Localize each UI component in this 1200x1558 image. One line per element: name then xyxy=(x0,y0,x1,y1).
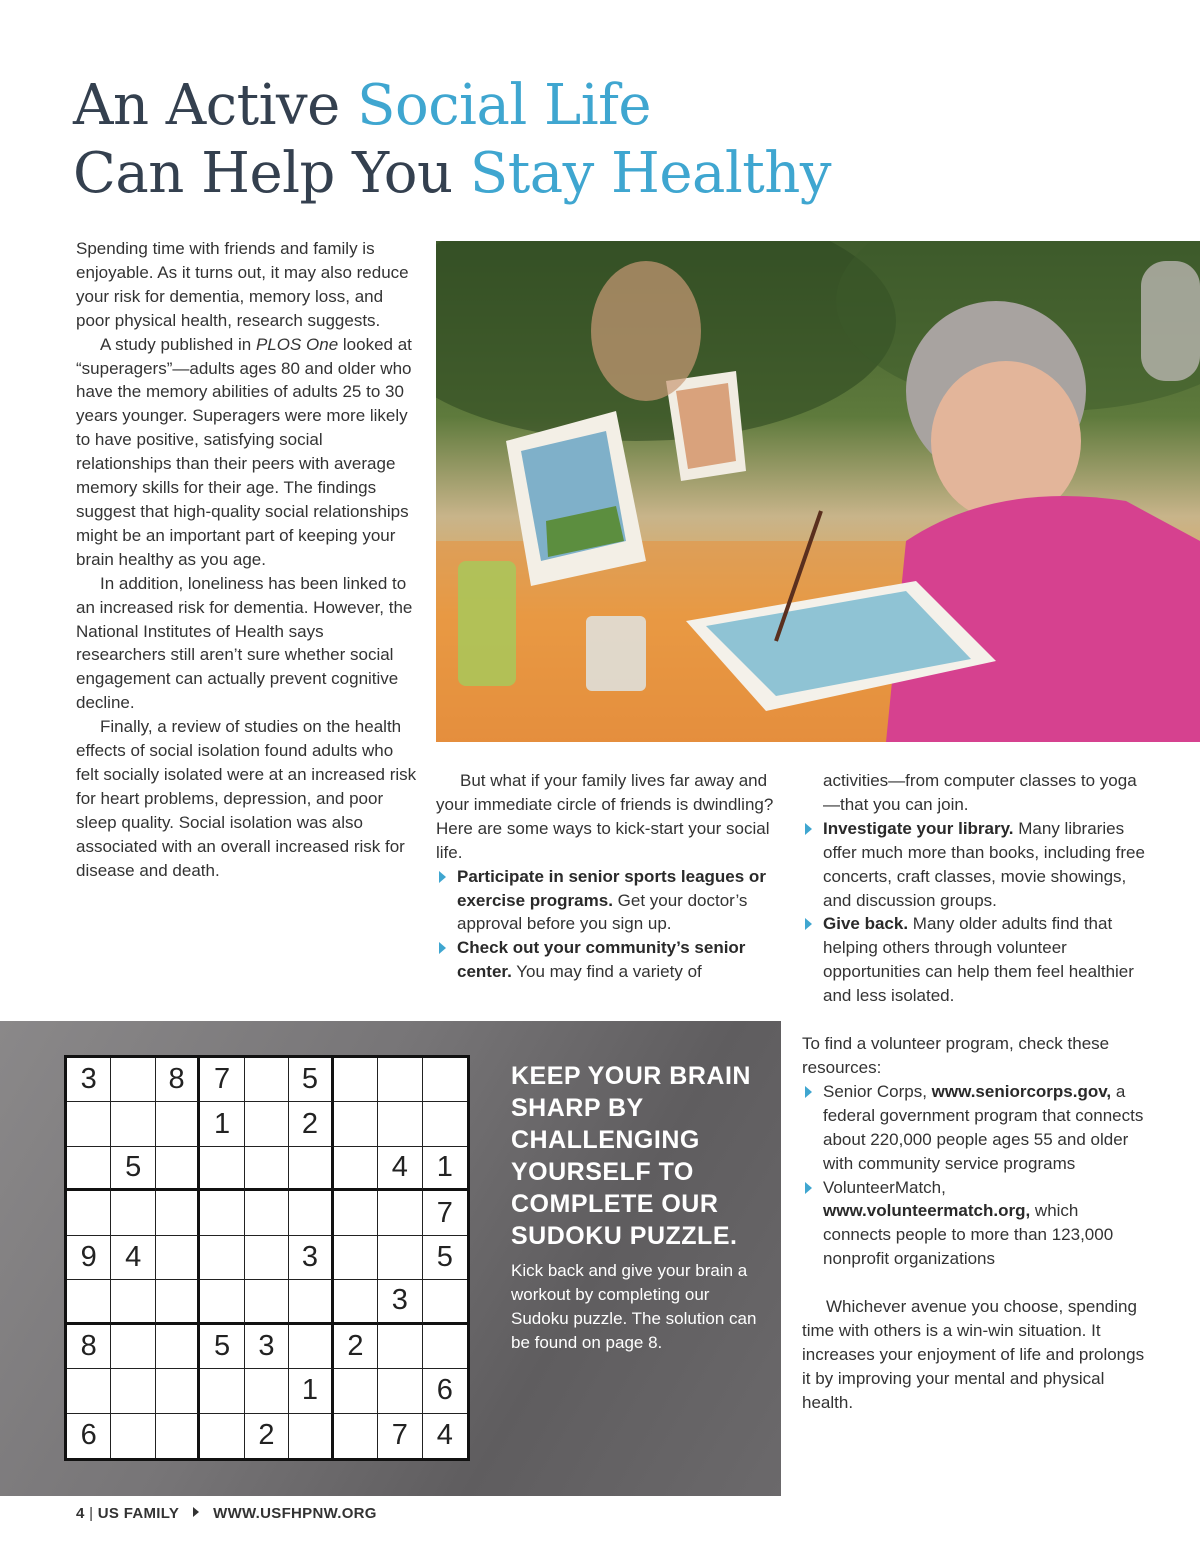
sudoku-cell[interactable] xyxy=(111,1325,155,1369)
sudoku-cell[interactable] xyxy=(111,1102,155,1146)
sudoku-cell[interactable]: 9 xyxy=(67,1236,111,1280)
sudoku-cell[interactable] xyxy=(111,1191,155,1235)
list-item: Give back. Many older adults find that helping others through volunteer opportunities can help them feel healthier and less isolated. xyxy=(802,912,1148,1008)
sudoku-cell[interactable] xyxy=(67,1191,111,1235)
sudoku-cell[interactable]: 3 xyxy=(378,1280,422,1324)
sudoku-cell[interactable] xyxy=(334,1369,378,1413)
sudoku-cell[interactable] xyxy=(111,1369,155,1413)
sudoku-cell[interactable] xyxy=(156,1102,200,1146)
sudoku-cell[interactable] xyxy=(111,1058,155,1102)
headline-highlight-1: Social Life xyxy=(357,73,652,138)
sudoku-cell[interactable]: 6 xyxy=(423,1369,467,1413)
sudoku-cell[interactable]: 4 xyxy=(378,1147,422,1191)
tips-list xyxy=(436,865,788,985)
sudoku-cell[interactable] xyxy=(334,1102,378,1146)
sudoku-cell[interactable] xyxy=(378,1236,422,1280)
sudoku-cell[interactable] xyxy=(334,1058,378,1102)
seniors-painting-photo xyxy=(436,241,1200,742)
sudoku-cell[interactable] xyxy=(423,1325,467,1369)
sudoku-cell[interactable] xyxy=(245,1280,289,1324)
sudoku-cell[interactable] xyxy=(67,1280,111,1324)
headline-line2: Can Help You Stay Healthy xyxy=(73,141,831,206)
sudoku-cell[interactable]: 4 xyxy=(111,1236,155,1280)
journal-name: PLOS One xyxy=(255,334,339,354)
sudoku-cell[interactable] xyxy=(289,1325,333,1369)
photo-illustration xyxy=(436,241,1200,742)
triangle-icon xyxy=(193,1507,199,1517)
sudoku-cell[interactable] xyxy=(156,1147,200,1191)
sudoku-cell[interactable] xyxy=(334,1280,378,1324)
paragraph: Finally, a review of studies on the health effects of social isolation found adults who felt socially isolated were at an increased risk for heart problems, depression, and poor sleep quality. Social isolation was also associated with an overall increased risk for disease and death. xyxy=(76,717,417,880)
sudoku-cell[interactable] xyxy=(67,1147,111,1191)
sudoku-cell[interactable]: 7 xyxy=(200,1058,244,1102)
sudoku-cell[interactable] xyxy=(200,1414,244,1458)
paragraph: In addition, loneliness has been linked to an increased risk for dementia. However, the National Institutes of Health says researchers still aren’t sure whether social engagement can actually prevent cognitive decline. xyxy=(76,573,413,713)
sudoku-cell[interactable] xyxy=(378,1191,422,1235)
sudoku-cell[interactable] xyxy=(156,1414,200,1458)
sudoku-cell[interactable]: 2 xyxy=(289,1102,333,1146)
sudoku-cell[interactable]: 5 xyxy=(423,1236,467,1280)
page-footer: 4 | US FAMILY WWW.USFHPNW.ORG xyxy=(76,1505,377,1522)
article-column-2 xyxy=(436,769,788,984)
sudoku-cell[interactable]: 4 xyxy=(436,1419,453,1452)
paragraph: Whichever avenue you choose, spending time with others is a win-win situation. It increases your enjoyment of life and prolongs it by improving your mental and physical health. xyxy=(802,1297,1145,1412)
sudoku-cell[interactable] xyxy=(200,1280,244,1324)
sudoku-cell[interactable]: 2 xyxy=(245,1414,289,1458)
sudoku-cell[interactable] xyxy=(289,1191,333,1235)
article-column-3 xyxy=(802,769,1148,1415)
sudoku-cell[interactable] xyxy=(423,1102,467,1146)
sudoku-cell[interactable]: 3 xyxy=(245,1325,289,1369)
list-item: VolunteerMatch, www.volunteermatch.org, which connects people to more than 123,000 nonprofit organizations xyxy=(802,1176,1148,1272)
sudoku-cell[interactable] xyxy=(289,1147,333,1191)
volunteermatch-link[interactable]: www.volunteermatch.org, xyxy=(823,1201,1031,1221)
sudoku-cell[interactable] xyxy=(334,1147,378,1191)
sudoku-cell[interactable] xyxy=(111,1414,155,1458)
sudoku-cell[interactable] xyxy=(423,1280,467,1324)
sudoku-cell[interactable]: 3 xyxy=(289,1236,333,1280)
sudoku-cell[interactable] xyxy=(200,1147,244,1191)
sudoku-cell[interactable] xyxy=(289,1280,333,1324)
sudoku-cell[interactable]: 3 xyxy=(67,1058,111,1102)
tips-list xyxy=(802,817,1148,1008)
sudoku-cell[interactable]: 8 xyxy=(156,1058,200,1102)
sudoku-cell[interactable] xyxy=(200,1369,244,1413)
sudoku-cell[interactable]: 1 xyxy=(423,1147,467,1191)
sudoku-cell[interactable] xyxy=(67,1369,111,1413)
sudoku-cell[interactable] xyxy=(378,1058,422,1102)
sudoku-cell[interactable] xyxy=(156,1236,200,1280)
article-column-1 xyxy=(76,237,418,882)
sudoku-cell[interactable]: 1 xyxy=(200,1102,244,1146)
sudoku-grid xyxy=(64,1055,470,1461)
sudoku-cell[interactable] xyxy=(245,1147,289,1191)
sudoku-cell[interactable] xyxy=(334,1236,378,1280)
sudoku-cell[interactable] xyxy=(289,1414,333,1458)
footer-url[interactable]: WWW.USFHPNW.ORG xyxy=(213,1505,377,1522)
sudoku-cell[interactable] xyxy=(67,1102,111,1146)
sudoku-cell[interactable] xyxy=(245,1102,289,1146)
sudoku-cell[interactable]: 8 xyxy=(67,1325,111,1369)
list-item: Check out your community’s senior center. You may find a variety of xyxy=(436,936,788,984)
sudoku-cell[interactable] xyxy=(156,1325,200,1369)
list-item: Participate in senior sports leagues or exercise programs. Get your doctor’s approval before you sign up. xyxy=(436,865,788,937)
sudoku-cell[interactable] xyxy=(156,1191,200,1235)
seniorcorps-link[interactable]: www.seniorcorps.gov, xyxy=(931,1081,1112,1101)
paragraph: To find a volunteer program, check these resources: xyxy=(802,1034,1110,1077)
headline xyxy=(73,72,831,208)
sudoku-cell[interactable] xyxy=(200,1191,244,1235)
sudoku-cell[interactable] xyxy=(378,1325,422,1369)
sudoku-cell[interactable] xyxy=(334,1414,378,1458)
sudoku-cell[interactable] xyxy=(111,1280,155,1324)
sudoku-cell[interactable]: 7 xyxy=(378,1414,422,1458)
sudoku-cell[interactable] xyxy=(156,1369,200,1413)
paragraph: But what if your family lives far away and your immediate circle of friends is dwindling? Here are some ways to kick-start your social life. xyxy=(436,771,774,862)
headline-line1: An Active Social Life xyxy=(73,73,652,138)
sudoku-cell[interactable] xyxy=(378,1369,422,1413)
page-number: 4 xyxy=(76,1505,85,1522)
sudoku-cell[interactable]: 7 xyxy=(423,1191,467,1235)
promo-body: Kick back and give your brain a workout by completing our Sudoku puzzle. The solution can be found on page 8. xyxy=(511,1261,757,1352)
sudoku-cell[interactable] xyxy=(200,1236,244,1280)
sudoku-cell[interactable]: 5 xyxy=(289,1058,333,1102)
sudoku-cell[interactable] xyxy=(423,1058,467,1102)
paragraph: A study published in PLOS One looked at “superagers”—adults ages 80 and older who have the memory abilities of adults 25 to 30 years younger. Superagers were more likely to have positive, satisfying social relationships than their peers with average memory skills for their age. The findings suggest that high-quality social relationships might be an important part of keeping your brain healthy as you age. xyxy=(76,334,412,569)
sudoku-cell[interactable] xyxy=(156,1280,200,1324)
paragraph: Spending time with friends and family is enjoyable. As it turns out, it may also reduce your risk for dementia, memory loss, and poor physical health, research suggests. xyxy=(76,239,409,330)
sudoku-cell[interactable]: 5 xyxy=(111,1147,155,1191)
sudoku-cell[interactable] xyxy=(245,1369,289,1413)
publication-name: US FAMILY xyxy=(97,1505,180,1522)
headline-highlight-2: Stay Healthy xyxy=(469,141,831,206)
paragraph: activities—from computer classes to yoga—that you can join. xyxy=(823,771,1137,814)
resources-list xyxy=(802,1080,1148,1271)
list-item: Senior Corps, www.seniorcorps.gov, a federal government program that connects about 220,000 people ages 55 and older with community service programs xyxy=(802,1080,1148,1176)
sudoku-cell[interactable]: 6 xyxy=(67,1414,111,1458)
sudoku-cell[interactable] xyxy=(245,1236,289,1280)
sudoku-cell[interactable] xyxy=(378,1102,422,1146)
sudoku-cell[interactable] xyxy=(334,1191,378,1235)
sudoku-cell[interactable]: 2 xyxy=(334,1325,378,1369)
sudoku-cell[interactable]: 1 xyxy=(289,1369,333,1413)
list-item: Investigate your library. Many libraries offer much more than books, including free concerts, craft classes, movie showings, and discussion groups. xyxy=(802,817,1148,913)
sudoku-cell[interactable]: 5 xyxy=(200,1325,244,1369)
sudoku-cell[interactable] xyxy=(245,1058,289,1102)
promo-heading: KEEP YOUR BRAIN SHARP BY CHALLENGING YOURSELF TO COMPLETE OUR SUDOKU PUZZLE. xyxy=(511,1062,751,1250)
sudoku-cell[interactable] xyxy=(245,1191,289,1235)
